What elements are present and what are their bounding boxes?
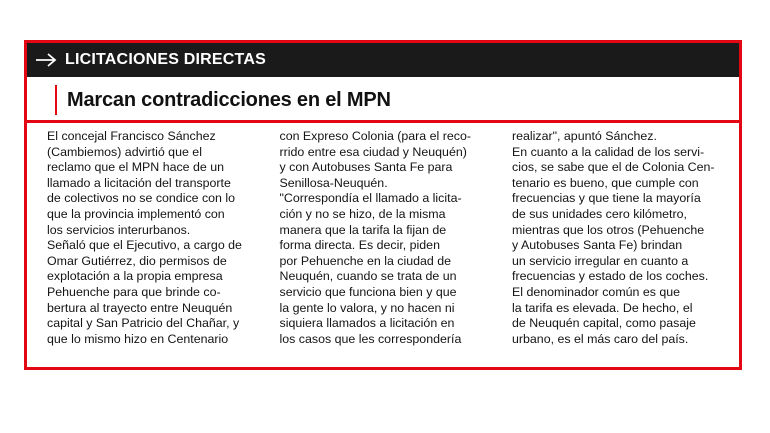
section-label: LICITACIONES DIRECTAS: [65, 51, 266, 68]
paragraph: realizar", apuntó Sánchez.: [512, 129, 657, 143]
article-frame: [24, 40, 742, 370]
paragraph: El concejal Francisco Sánchez (Cambiemos) advirtió que el reclamo que el MPN hace de un llamado a licitación del transporte de colectivos no se condice con lo que la provincia implementó con los servicios interurbanos.: [47, 129, 236, 237]
headline: Marcan contradicciones en el MPN: [67, 89, 391, 111]
paragraph: "Correspondía el llamado a licita- ción y no se hizo, de la misma manera que la tarifa la fijan de forma directa. Es decir, piden por Pehuenche en la ciudad de Neuquén, cuando se trata de un servicio que funciona bien y que la gente lo valora, y no hacen ni siquiera llamados a licitación en los casos que les correspondería: [279, 191, 462, 346]
column-1: [47, 129, 262, 359]
paragraph: En cuanto a la calidad de los servi- cios, se sabe que el de Colonia Cen- tenario es bueno, que cumple con frecuencias y que tiene la mayoría de sus unidades cero kilómetro, mientras que los otros (Pehuenche y Autobuses Santa Fe) brindan un servicio irregular en cuanto a frecuencias y estado de los coches.: [512, 144, 715, 284]
paragraph: Señaló que el Ejecutivo, a cargo de Omar Gutiérrez, dio permisos de explotación a la propia empresa Pehuenche para que brinde co- bertura al trayecto entre Neuquén capital y San Patricio del Chañar, y que lo mismo hizo en Centenario: [47, 238, 242, 346]
column-2: [280, 129, 495, 359]
arrow-right-icon: [35, 52, 57, 68]
section-bar: [27, 43, 739, 77]
headline-box: [27, 77, 739, 123]
paragraph: El denominador común es que la tarifa es elevada. De hecho, el de Neuquén capital, como pasaje urbano, es el más caro del país.: [512, 284, 696, 346]
headline-accent-rule: [55, 85, 57, 115]
column-3: [512, 129, 727, 359]
paragraph: con Expreso Colonia (para el reco- rrido entre esa ciudad y Neuquén) y con Autobuses Santa Fe para Senillosa-Neuquén.: [279, 129, 471, 190]
article-body: [47, 129, 727, 359]
